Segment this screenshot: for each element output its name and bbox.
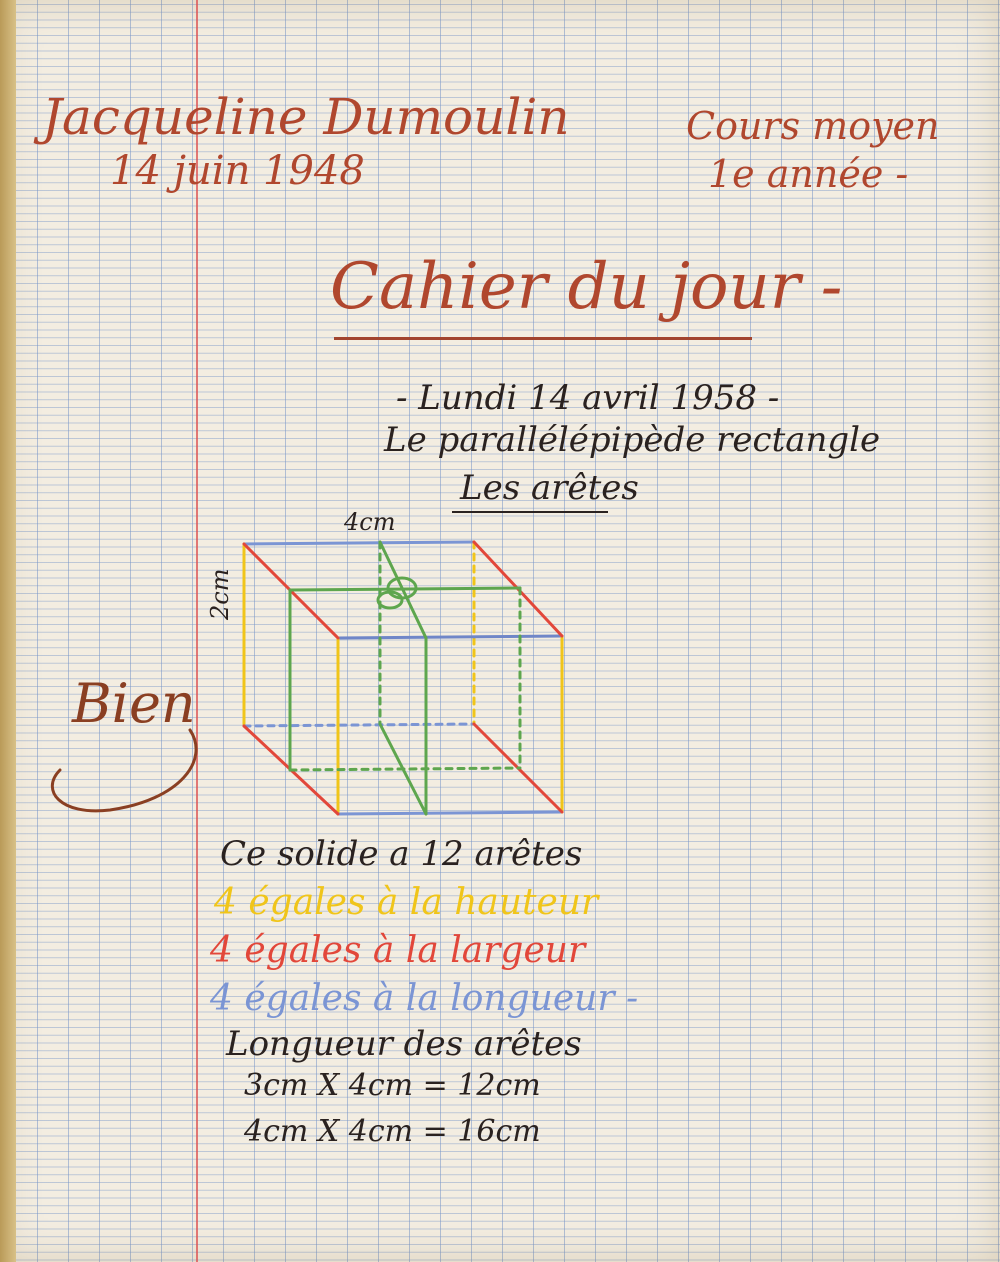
note-line-2: 4 égales à la hauteur — [214, 882, 599, 923]
notebook-spine — [0, 0, 16, 1262]
lesson-subtitle: Les arêtes — [460, 468, 639, 508]
lesson-date: - Lundi 14 avril 1958 - — [396, 378, 780, 418]
cuboid-diagram — [230, 530, 580, 830]
teacher-grade: Bien — [72, 672, 196, 735]
grade-flourish — [40, 720, 210, 820]
back-bottom-edge — [244, 724, 474, 726]
note-line-4: 4 égales à la longueur - — [210, 978, 639, 1019]
course-year: 1e année - — [708, 152, 909, 196]
header-date: 14 juin 1948 — [110, 148, 365, 194]
subtitle-underline — [452, 511, 608, 513]
lesson-topic: Le parallélépipède rectangle — [384, 420, 881, 460]
note-line-3: 4 égales à la largeur — [210, 930, 586, 971]
page-title: Cahier du jour - — [330, 250, 843, 324]
front-bottom-edge — [338, 812, 562, 814]
note-line-5: Longueur des arêtes — [226, 1024, 582, 1064]
back-top-edge — [244, 542, 474, 544]
course-level: Cours moyen — [686, 104, 940, 148]
note-line-6: 3cm X 4cm = 12cm — [244, 1068, 541, 1103]
note-line-1: Ce solide a 12 arêtes — [220, 834, 583, 874]
note-line-7: 4cm X 4cm = 16cm — [244, 1114, 541, 1149]
front-top-edge — [338, 636, 562, 638]
diagram-top-label: 4cm — [344, 508, 396, 536]
diagram-side-label: 2cm — [206, 568, 234, 620]
student-name: Jacqueline Dumoulin — [42, 88, 570, 146]
title-underline — [334, 337, 752, 340]
